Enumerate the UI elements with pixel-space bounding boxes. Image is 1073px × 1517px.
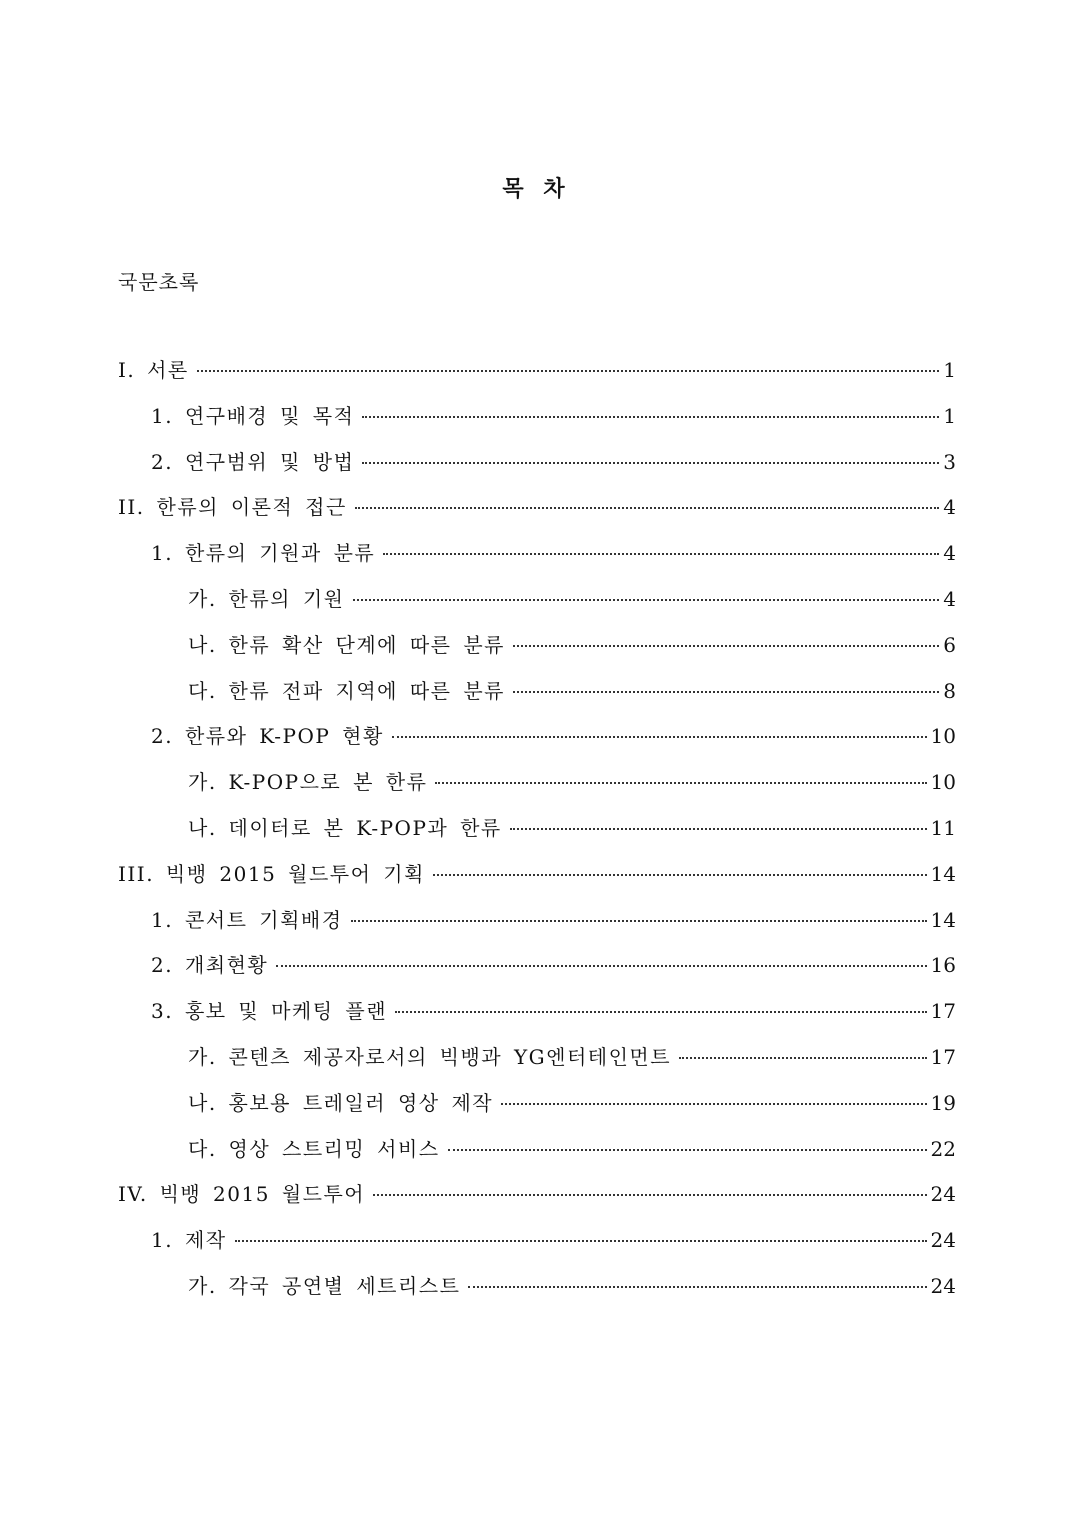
dot-leader [468, 1286, 926, 1288]
table-of-contents [118, 354, 956, 1316]
toc-entry-page: 16 [930, 953, 956, 978]
toc-entry-label: 다. 영상 스트리밍 서비스 [188, 1136, 440, 1161]
toc-entry-label: 가. 한류의 기원 [188, 586, 345, 611]
dot-leader [501, 1103, 926, 1105]
dot-leader [395, 1011, 926, 1013]
dot-leader [197, 370, 940, 372]
toc-entry-label: 가. 콘텐츠 제공자로서의 빅뱅과 YG엔터테인먼트 [188, 1044, 672, 1069]
dot-leader [276, 965, 926, 967]
toc-entry-label: 가. 각국 공연별 세트리스트 [188, 1273, 461, 1298]
dot-leader [510, 828, 927, 830]
toc-entry-page: 24 [930, 1182, 956, 1207]
toc-entry-label: 3. 홍보 및 마케팅 플랜 [151, 999, 388, 1024]
toc-entry-3-3-c[interactable] [118, 1133, 956, 1179]
dot-leader [513, 691, 939, 693]
toc-entry-label: IV. 빅뱅 2015 월드투어 [118, 1182, 366, 1207]
dot-leader [392, 736, 927, 738]
toc-entry-4-1[interactable] [118, 1224, 956, 1270]
toc-entry-4-1-a[interactable] [118, 1270, 956, 1316]
toc-entry-3-3[interactable] [118, 995, 956, 1041]
toc-entry-2-2-b[interactable] [118, 812, 956, 858]
toc-entry-page: 4 [943, 541, 956, 566]
page-title: 목 차 [502, 176, 571, 202]
toc-entry-page: 24 [930, 1273, 956, 1298]
dot-leader [351, 920, 927, 922]
toc-entry-2-1-b[interactable] [118, 629, 956, 675]
toc-entry-page: 6 [943, 632, 956, 657]
toc-entry-label: 다. 한류 전파 지역에 따른 분류 [188, 678, 505, 703]
toc-entry-2-1-c[interactable] [118, 675, 956, 721]
toc-entry-label: 나. 한류 확산 단계에 따른 분류 [188, 632, 505, 657]
dot-leader [448, 1149, 927, 1151]
toc-entry-label: 1. 연구배경 및 목적 [151, 403, 355, 428]
toc-entry-label: II. 한류의 이론적 접근 [118, 495, 347, 520]
dot-leader [679, 1057, 927, 1059]
toc-entry-page: 8 [943, 678, 956, 703]
toc-entry-page: 17 [930, 1044, 956, 1069]
dot-leader [373, 1194, 926, 1196]
toc-entry-label: 2. 개최현황 [151, 953, 269, 978]
toc-entry-page: 22 [930, 1136, 956, 1161]
dot-leader [433, 874, 927, 876]
toc-entry-page: 10 [930, 724, 956, 749]
toc-entry-page: 14 [930, 907, 956, 932]
toc-entry-label: 나. 데이터로 본 K-POP과 한류 [188, 815, 502, 840]
dot-leader [235, 1240, 927, 1242]
toc-entry-label: I. 서론 [118, 358, 189, 382]
toc-entry-page: 14 [930, 861, 956, 886]
toc-entry-3-3-b[interactable] [118, 1087, 956, 1133]
toc-entry-2-1-a[interactable] [118, 583, 956, 629]
toc-entry-3-2[interactable] [118, 949, 956, 995]
toc-entry-1-2[interactable] [118, 446, 956, 492]
toc-entry-page: 1 [943, 403, 956, 428]
toc-entry-page: 17 [930, 999, 956, 1024]
toc-entry-page: 1 [943, 358, 956, 382]
toc-entry-2-1[interactable] [118, 537, 956, 583]
dot-leader [513, 645, 939, 647]
toc-entry-3-1[interactable] [118, 904, 956, 950]
toc-entry-page: 11 [930, 815, 956, 840]
dot-leader [383, 553, 939, 555]
dot-leader [355, 507, 939, 509]
toc-entry-label: III. 빅뱅 2015 월드투어 기획 [118, 861, 425, 886]
dot-leader [362, 462, 939, 464]
abstract-link[interactable]: 국문초록 [118, 270, 200, 294]
toc-entry-1[interactable] [118, 354, 956, 400]
dot-leader [362, 416, 939, 418]
toc-entry-label: 1. 제작 [151, 1228, 227, 1253]
toc-entry-2-2-a[interactable] [118, 766, 956, 812]
toc-entry-page: 4 [943, 586, 956, 611]
dot-leader [353, 599, 940, 601]
toc-entry-1-1[interactable] [118, 400, 956, 446]
toc-entry-2-2[interactable] [118, 720, 956, 766]
toc-entry-3[interactable] [118, 858, 956, 904]
dot-leader [435, 782, 926, 784]
toc-entry-page: 10 [930, 770, 956, 795]
toc-entry-2[interactable] [118, 491, 956, 537]
toc-entry-4[interactable] [118, 1178, 956, 1224]
toc-entry-label: 1. 콘서트 기획배경 [151, 907, 343, 932]
toc-entry-page: 24 [930, 1228, 956, 1253]
toc-entry-page: 4 [943, 495, 956, 520]
toc-entry-label: 1. 한류의 기원과 분류 [151, 541, 376, 566]
toc-entry-page: 3 [943, 449, 956, 474]
toc-entry-label: 가. K-POP으로 본 한류 [188, 770, 428, 795]
toc-entry-page: 19 [930, 1090, 956, 1115]
toc-entry-label: 2. 한류와 K-POP 현황 [151, 724, 384, 749]
toc-entry-label: 나. 홍보용 트레일러 영상 제작 [188, 1090, 494, 1115]
toc-entry-label: 2. 연구범위 및 방법 [151, 449, 355, 474]
toc-entry-3-3-a[interactable] [118, 1041, 956, 1087]
